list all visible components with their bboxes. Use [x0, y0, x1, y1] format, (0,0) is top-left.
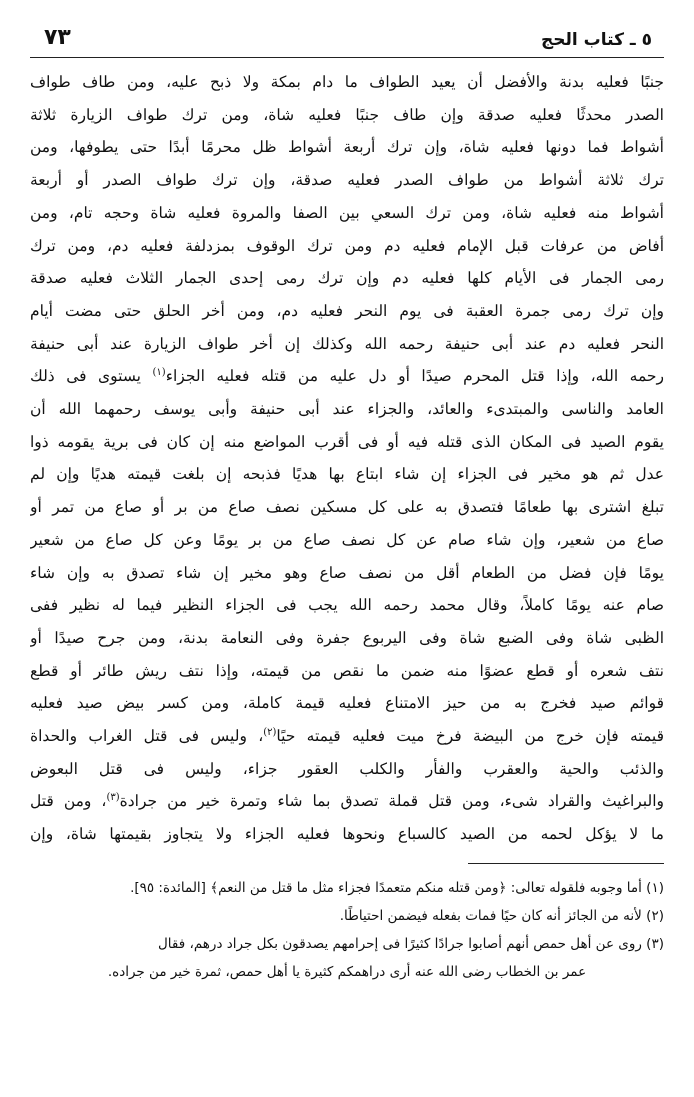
text-line: تبلغ اشترى بها طعامًا فتصدق به على كل مسكين نصف صاع من بر أو صاع من تمر أو [30, 498, 664, 517]
text-line: أشواط فما دونها فعليه شاة، وإن ترك أربعة أشواط ظل محرمًا أبدًا حتى يطوفها، ومن [30, 138, 664, 157]
footnote-ref-3[interactable]: (٣) [106, 792, 120, 804]
line-text-tail: يستوى فى ذلك [30, 367, 153, 386]
footnote-1: (١) أما وجوبه فلقوله تعالى: ﴿ومن قتله منكم متعمدًا فجزاء مثل ما قتل من النعم﴾ [المائدة: ٩٥]. [130, 879, 664, 896]
page-header [30, 20, 664, 50]
text-line: أفاض من عرفات قبل الإمام فعليه دم ومن ترك الوقوف بمزدلفة فعليه دم، ومن ترك [30, 236, 664, 255]
text-line-with-footnote [30, 360, 664, 393]
header-rule [30, 57, 664, 58]
text-line-with-footnote [30, 720, 664, 753]
text-line: أشواط منه فعليه شاة، ومن ترك السعي بين الصفا والمروة فعليه شاة وحجه تام، ومن [30, 203, 664, 222]
page-number: ٧٣ [44, 25, 71, 50]
footnote-2: (٢) لأنه من الجائز أنه كان حيًا فمات بفعله فيضمن احتياطًا. [339, 907, 664, 924]
text-line: والذئب والحية والعقرب والفأر والكلب العقور جزاء، وليس فى قتل البعوض [30, 759, 664, 778]
text-line-with-footnote [30, 785, 664, 818]
text-line: العامد والناسى والمبتدىء والعائد، والجزاء عند أبى حنيفة وأبى يوسف رحمهما الله أن [30, 400, 664, 419]
text-line: الظبى شاة وفى الضبع شاة وفى اليربوع جفرة وفى النعامة بدنة، ومن جرح صيدًا أو [30, 628, 664, 647]
chapter-title: ٥ ـ كتاب الحج [541, 30, 652, 50]
text-line: عدل ثم هو مخير فى الجزاء إن شاء ابتاع بها هديًا فذبحه إن بلغت قيمته هديًا وإن لم [30, 465, 664, 484]
text-line: قوائم صيد فخرج به من حيز الامتناع فعليه قيمة كاملة، ومن كسر بيض صيد فعليه [30, 694, 664, 713]
line-text-tail: ، ومن قتل [30, 792, 107, 811]
text-line: الصدر محدثًا فعليه صدقة وإن طاف جنبًا فعليه شاة، ومن ترك طواف الزيارة ثلاثة [30, 105, 664, 124]
text-line: يومًا فإن فضل من الطعام أقل من نصف صاع وهو مخير إن شاء تصدق به وإن شاء [30, 563, 664, 582]
text-line: يقوم الصيد فى المكان الذى قتله فيه أو فى أقرب المواضع منه إن كان فى برية يقومه ذوا [30, 432, 664, 451]
text-line: ترك ثلاثة أشواط من طواف الصدر فعليه صدقة، وإن ترك طواف الصدر أو أربعة [30, 171, 664, 190]
line-text: والبراغيث والقراد شىء، ومن قتل قملة تصدق بما شاء وتمرة خير من جرادة [119, 792, 664, 811]
text-line: صاع من شعير، وإن شاء صام عن كل نصف صاع من بر يومًا وعن كل صاع من شعير [30, 530, 664, 549]
footnote-3-continuation: عمر بن الخطاب رضى الله عنه أرى دراهمكم كثيرة يا أهل حمص، ثمرة خير من جراده. [107, 963, 587, 980]
footnote-rule [468, 863, 664, 864]
footnote-ref-1[interactable]: (١) [152, 367, 166, 379]
line-text-tail: ، وليس فى قتل الغراب والحداة [30, 727, 264, 746]
main-text [30, 66, 664, 851]
footnote-ref-2[interactable]: (٢) [263, 726, 277, 738]
footnote-3: (٣) روى عن أهل حمص أنهم أصابوا جرادًا كثيرًا فى إحرامهم يصدقون بكل جراد درهم، فقال [157, 935, 664, 952]
footnotes [30, 874, 664, 986]
text-line: وإن ترك رمى جمرة العقبة فى يوم النحر فعليه دم، ومن أخر الحلق حتى مضت أيام [30, 301, 664, 320]
book-page [30, 20, 664, 1077]
text-line: صام عنه يومًا كاملاً، وقال محمد رحمه الله يجب فى الجزاء النظير فيما له نظير ففى [30, 596, 664, 615]
text-line: رمى الجمار فى الأيام كلها فعليه دم وإن ترك رمى إحدى الجمار الثلاث فعليه صدقة [30, 269, 664, 288]
line-text: رحمه الله، وإذا قتل المحرم صيدًا أو دل عليه من قتله فعليه الجزاء [165, 367, 664, 386]
text-line: جنبًا فعليه بدنة والأفضل أن يعيد الطواف ما دام بمكة ولا ذبح عليه، ومن طاف طواف [30, 73, 664, 91]
text-line: ما لا يؤكل لحمه من الصيد كالسباع ونحوها فعليه الجزاء ولا يتجاوز بقيمتها شاة، وإن [30, 825, 664, 844]
text-line: النحر فعليه دم عند أبى حنيفة رحمه الله وكذلك إن أخر طواف الزيارة عند أبى حنيفة [30, 334, 664, 353]
text-line: نتف شعره أو قطع عضوًا منه ضمن ما نقص من قيمته، وإذا نتف ريش طائر أو قطع [30, 661, 664, 680]
line-text: قيمته فإن خرج من البيضة فرخ ميت فعليه قيمته حيًا [276, 727, 664, 746]
